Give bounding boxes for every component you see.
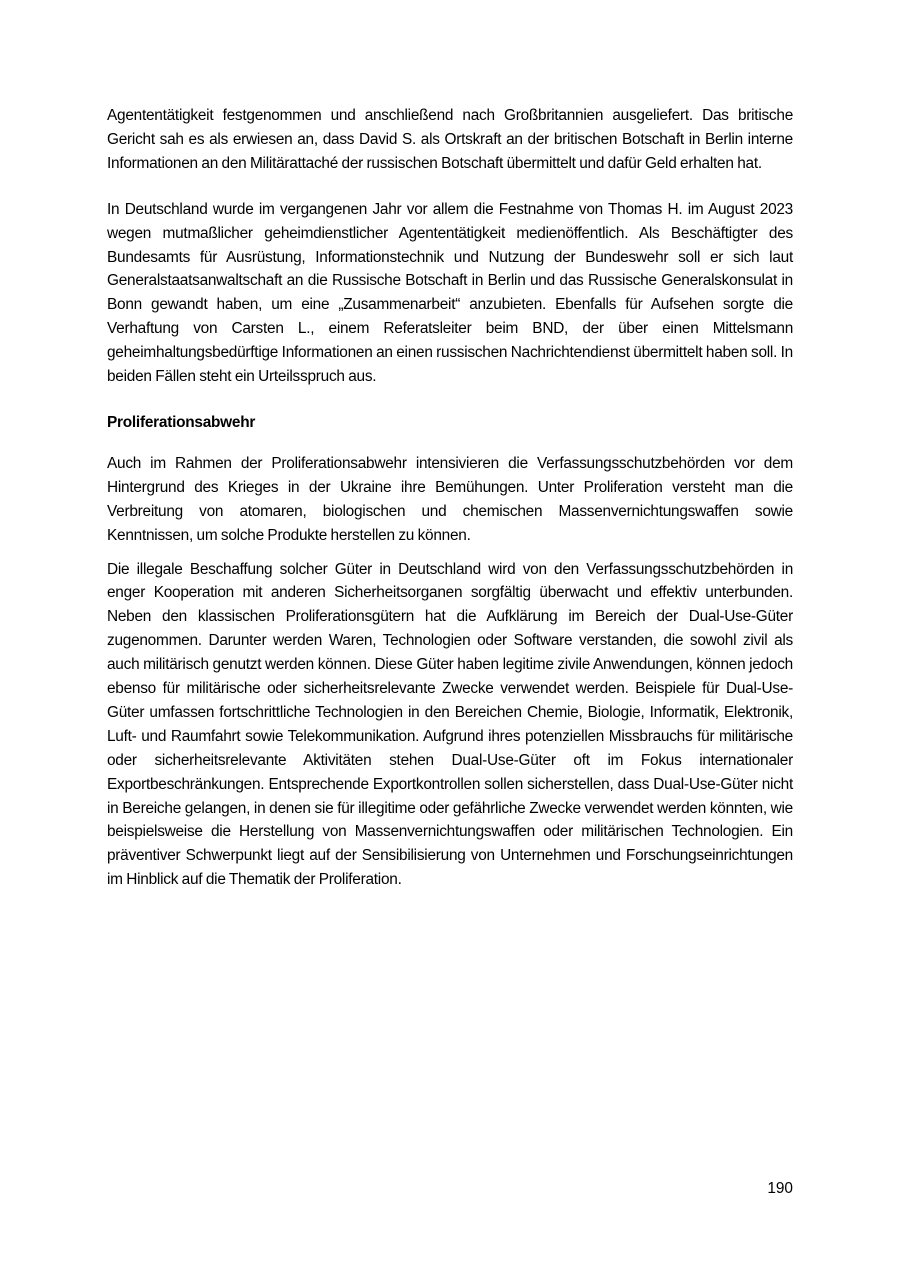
paragraph-espionage-uk: Agententätigkeit festgenommen und anschließend nach Großbritannien ausgeliefert. Das britische Gericht sah es als erwiesen an, dass David S. als Ortskraft an der britischen Botschaft in Berlin interne Informationen an den Militärattaché der russischen Botschaft übermittelt und dafür Geld erhalten hat.: [107, 107, 793, 172]
paragraph-dual-use-goods: Die illegale Beschaffung solcher Güter in Deutschland wird von den Verfassungsschutzbehörden in enger Kooperation mit anderen Sicherheitsorganen sorgfältig überwacht und effektiv unterbunden. Neben den klassischen Proliferationsgütern hat die Aufklärung im Bereich der Dual-Use-Güter zugenommen. Darunter werden Waren, Technologien oder Software verstanden, die sowohl zivil als auch militärisch genutzt werden können. Diese Güter haben legitime zivile Anwendungen, können jedoch ebenso für militärische oder sicherheitsrelevante Zwecke verwendet werden. Beispiele für Dual-Use-Güter umfassen fortschrittliche Technologien in den Bereichen Chemie, Biologie, Informatik, Elektronik, Luft- und Raumfahrt sowie Telekommunikation. Aufgrund ihres potenziellen Missbrauchs für militärische oder sicherheitsrelevante Aktivitäten stehen Dual-Use-Güter oft im Fokus internationaler Exportbeschränkungen. Entsprechende Exportkontrollen sollen sicherstellen, dass Dual-Use-Güter nicht in Bereiche gelangen, in denen sie für illegitime oder gefährliche Zwecke verwendet werden könnten, wie beispielsweise die Herstellung von Massenvernichtungswaffen oder militärischen Technologien. Ein präventiver Schwerpunkt liegt auf der Sensibilisierung von Unternehmen und Forschungseinrichtungen im Hinblick auf die Thematik der Proliferation.: [107, 560, 793, 889]
section-heading: Proliferationsabwehr: [107, 413, 256, 431]
paragraph-espionage-germany: In Deutschland wurde im vergangenen Jahr vor allem die Festnahme von Thomas H. im August 2023 wegen mutmaßlicher geheimdienstlicher Agententätigkeit medienöffentlich. Als Beschäftigter des Bundesamts für Ausrüstung, Informationstechnik und Nutzung der Bundeswehr soll er sich laut Generalstaatsanwaltschaft an die Russische Botschaft in Berlin und das Russische Generalskonsulat in Bonn gewandt haben, um eine „Zusammenarbeit“ anzubieten. Ebenfalls für Aufsehen sorgte die Verhaftung von Carsten L., einem Referatsleiter beim BND, der über einen Mittelsmann geheimhaltungsbedürftige Informationen an einen russischen Nachrichtendienst übermittelt haben soll. In beiden Fällen steht ein Urteilsspruch aus.: [107, 200, 793, 386]
document-page: [107, 104, 793, 892]
paragraph-proliferation-intro: Auch im Rahmen der Proliferationsabwehr intensivieren die Verfassungsschutzbehörden vor dem Hintergrund des Krieges in der Ukraine ihre Bemühungen. Unter Proliferation versteht man die Verbreitung von atomaren, biologischen und chemischen Massenvernichtungswaffen sowie Kenntnissen, um solche Produkte herstellen zu können.: [107, 454, 793, 544]
page-number: 190: [767, 1180, 793, 1197]
